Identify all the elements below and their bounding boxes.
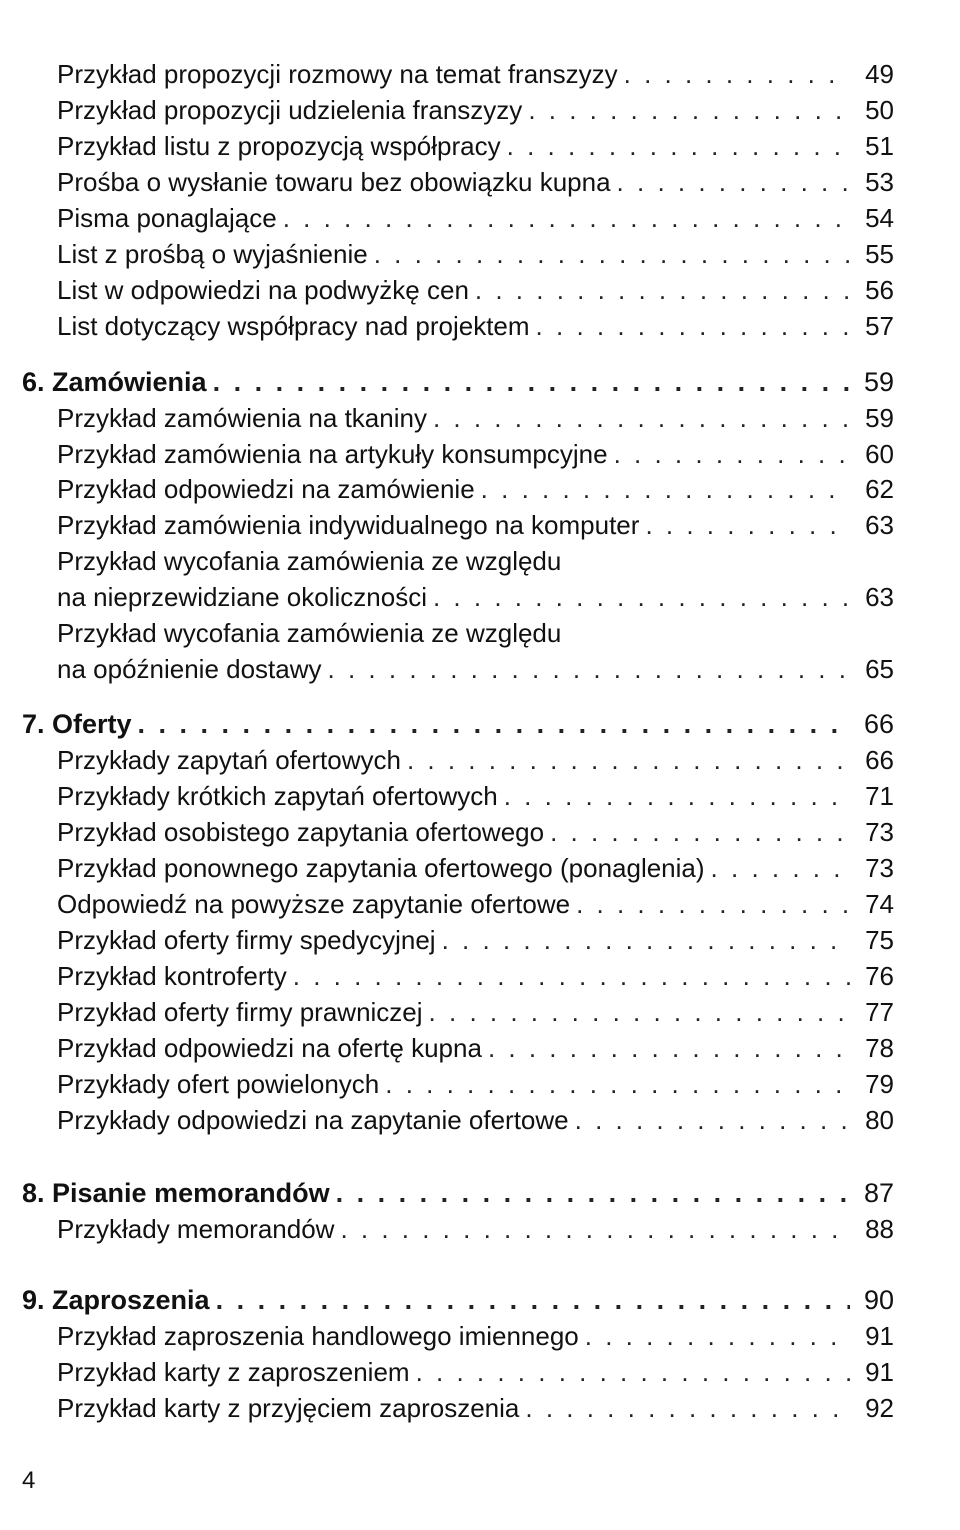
toc-entry-title: Przykład oferty firmy spedycyjnej — [57, 925, 436, 955]
toc-entry-page: 91 — [865, 1321, 894, 1351]
dot-leader — [293, 958, 850, 994]
dot-leader — [374, 236, 850, 272]
dot-leader — [528, 92, 850, 128]
toc-entry — [57, 236, 894, 272]
toc-entry-title-line1: Przykład wycofania zamówienia ze względu — [57, 546, 562, 576]
toc-entry-title: Przykład osobistego zapytania ofertowego — [57, 817, 545, 847]
toc-entry-title: Przykład listu z propozycją współpracy — [57, 131, 501, 161]
toc-entry — [57, 164, 894, 200]
toc-entry-page: 74 — [865, 889, 894, 919]
dot-leader — [213, 364, 850, 400]
toc-chapter-heading — [22, 364, 894, 400]
toc-entry-page: 73 — [865, 817, 894, 847]
toc-entry — [57, 56, 894, 92]
toc-entry — [57, 850, 894, 886]
dot-leader — [507, 128, 850, 164]
dot-leader — [416, 1354, 850, 1390]
toc-entry — [57, 507, 894, 543]
chapter-page: 66 — [863, 709, 894, 739]
toc-entry-title: Przykład karty z przyjęciem zaproszenia — [57, 1393, 520, 1423]
dot-leader — [475, 272, 850, 308]
toc-entry-title: List w odpowiedzi na podwyżkę cen — [57, 275, 469, 305]
toc-entry-page: 63 — [865, 510, 894, 540]
toc-entry-title: Pisma ponaglające — [57, 203, 277, 233]
toc-entry-title: Przykład zamówienia na tkaniny — [57, 403, 427, 433]
dot-leader — [442, 922, 850, 958]
toc-entry-title: Przykład propozycji udzielenia franszyzy — [57, 95, 523, 125]
dot-leader — [340, 1211, 850, 1247]
toc-entry-page: 71 — [865, 781, 894, 811]
dot-leader — [407, 742, 850, 778]
toc-entry-title: Odpowiedź na powyższe zapytanie ofertowe — [57, 889, 571, 919]
dot-leader — [575, 1102, 850, 1138]
toc-entry-title: Przykłady krótkich zapytań ofertowych — [57, 781, 498, 811]
toc-entry-page: 73 — [865, 853, 894, 883]
toc-entry — [57, 922, 894, 958]
dot-leader — [336, 1175, 850, 1211]
dot-leader — [614, 436, 850, 472]
toc-entry-title: List dotyczący współpracy nad projektem — [57, 311, 530, 341]
toc-entry-page: 49 — [865, 59, 894, 89]
toc-entry-title: Przykłady odpowiedzi na zapytanie ofertowe — [57, 1105, 569, 1135]
toc-entry-title: Przykład ponownego zapytania ofertowego (ponaglenia) — [57, 853, 705, 883]
toc-chapter-heading — [22, 1175, 894, 1211]
dot-leader — [216, 1282, 850, 1318]
toc-entry-title: Przykład zamówienia indywidualnego na komputer — [57, 510, 640, 540]
dot-leader — [624, 56, 850, 92]
dot-leader — [481, 471, 850, 507]
toc-entry-title: Przykład karty z zaproszeniem — [57, 1357, 410, 1387]
chapter-title: 6. Zamówienia — [22, 367, 207, 397]
dot-leader — [536, 308, 850, 344]
toc-entry-page: 79 — [865, 1069, 894, 1099]
chapter-page: 59 — [863, 367, 894, 397]
toc-entry-title: Przykład propozycji rozmowy na temat franszyzy — [57, 59, 618, 89]
toc-entry — [57, 436, 894, 472]
toc-entry-page: 78 — [865, 1033, 894, 1063]
toc-entry — [57, 272, 894, 308]
toc-entry-title: Przykład odpowiedzi na ofertę kupna — [57, 1033, 482, 1063]
toc-entry-page: 57 — [865, 311, 894, 341]
toc-entry — [57, 200, 894, 236]
toc-entry — [57, 1030, 894, 1066]
toc-entry — [57, 400, 894, 436]
toc-entry — [57, 471, 894, 507]
toc-entry-page: 66 — [865, 745, 894, 775]
dot-leader — [525, 1390, 850, 1426]
dot-leader — [585, 1318, 850, 1354]
toc-entry-title: Przykład zamówienia na artykuły konsumpcyjne — [57, 439, 608, 469]
toc-entry-title: Przykłady zapytań ofertowych — [57, 745, 401, 775]
chapter-title: 8. Pisanie memorandów — [22, 1178, 330, 1208]
toc-chapter-heading — [22, 706, 894, 742]
toc-entry — [57, 1102, 894, 1138]
toc-entry-title: Przykład kontroferty — [57, 961, 287, 991]
dot-leader — [385, 1066, 850, 1102]
toc-entry — [57, 1211, 894, 1247]
toc-entry-title-cont: na opóźnienie dostawy — [57, 654, 322, 684]
dot-leader — [550, 814, 850, 850]
toc-entry — [57, 579, 894, 615]
toc-entry-page: 77 — [865, 997, 894, 1027]
toc-entry-page: 92 — [865, 1393, 894, 1423]
toc-entry-page: 88 — [865, 1214, 894, 1244]
dot-leader — [488, 1030, 850, 1066]
chapter-page: 87 — [863, 1178, 894, 1208]
dot-leader — [328, 651, 850, 687]
toc-entry-page: 76 — [865, 961, 894, 991]
toc-entry — [57, 958, 894, 994]
toc-entry-page: 59 — [865, 403, 894, 433]
toc-chapter-heading — [22, 1282, 894, 1318]
chapter-title: 9. Zaproszenia — [22, 1285, 210, 1315]
toc-entry-page: 53 — [865, 167, 894, 197]
toc-entry-page: 50 — [865, 95, 894, 125]
toc-entry — [57, 308, 894, 344]
toc-entry-title-line1: Przykład wycofania zamówienia ze względu — [57, 618, 562, 648]
toc-entry-page: 63 — [865, 582, 894, 612]
toc-entry-title: Przykład oferty firmy prawniczej — [57, 997, 423, 1027]
toc-entry — [57, 1354, 894, 1390]
dot-leader — [433, 579, 850, 615]
toc-entry-title: Przykłady ofert powielonych — [57, 1069, 380, 1099]
dot-leader — [711, 850, 850, 886]
toc-entry — [57, 814, 894, 850]
toc-entry-page: 60 — [865, 439, 894, 469]
toc-entry-page: 91 — [865, 1357, 894, 1387]
toc-entry — [57, 742, 894, 778]
toc-entry-title: Przykład odpowiedzi na zamówienie — [57, 474, 475, 504]
chapter-page: 90 — [863, 1285, 894, 1315]
dot-leader — [429, 994, 850, 1030]
toc-entry-page: 54 — [865, 203, 894, 233]
toc-entry — [57, 886, 894, 922]
dot-leader — [433, 400, 850, 436]
toc-entry-page: 80 — [865, 1105, 894, 1135]
toc-entry-title: Przykład zaproszenia handlowego imiennego — [57, 1321, 579, 1351]
dot-leader — [576, 886, 850, 922]
toc-entry-page: 56 — [865, 275, 894, 305]
toc-entry — [57, 1390, 894, 1426]
toc-entry-title: Prośba o wysłanie towaru bez obowiązku kupna — [57, 167, 611, 197]
toc-entry — [57, 994, 894, 1030]
toc-entry-page: 65 — [865, 654, 894, 684]
chapter-title: 7. Oferty — [22, 709, 132, 739]
dot-leader — [138, 706, 850, 742]
toc-entry-title: List z prośbą o wyjaśnienie — [57, 239, 368, 269]
dot-leader — [645, 507, 850, 543]
toc-entry-title-cont: na nieprzewidziane okoliczności — [57, 582, 427, 612]
toc-entry — [57, 1066, 894, 1102]
toc-entry — [57, 651, 894, 687]
page-number: 4 — [22, 1467, 36, 1494]
dot-leader — [504, 778, 850, 814]
toc-entry-page: 62 — [865, 474, 894, 504]
toc-entry — [57, 1318, 894, 1354]
toc-entry — [57, 92, 894, 128]
toc-entry — [57, 128, 894, 164]
dot-leader — [617, 164, 850, 200]
dot-leader — [283, 200, 850, 236]
toc-entry-page: 51 — [865, 131, 894, 161]
toc-entry-page: 55 — [865, 239, 894, 269]
toc-entry-title: Przykłady memorandów — [57, 1214, 335, 1244]
toc-entry-page: 75 — [865, 925, 894, 955]
toc-entry — [57, 778, 894, 814]
